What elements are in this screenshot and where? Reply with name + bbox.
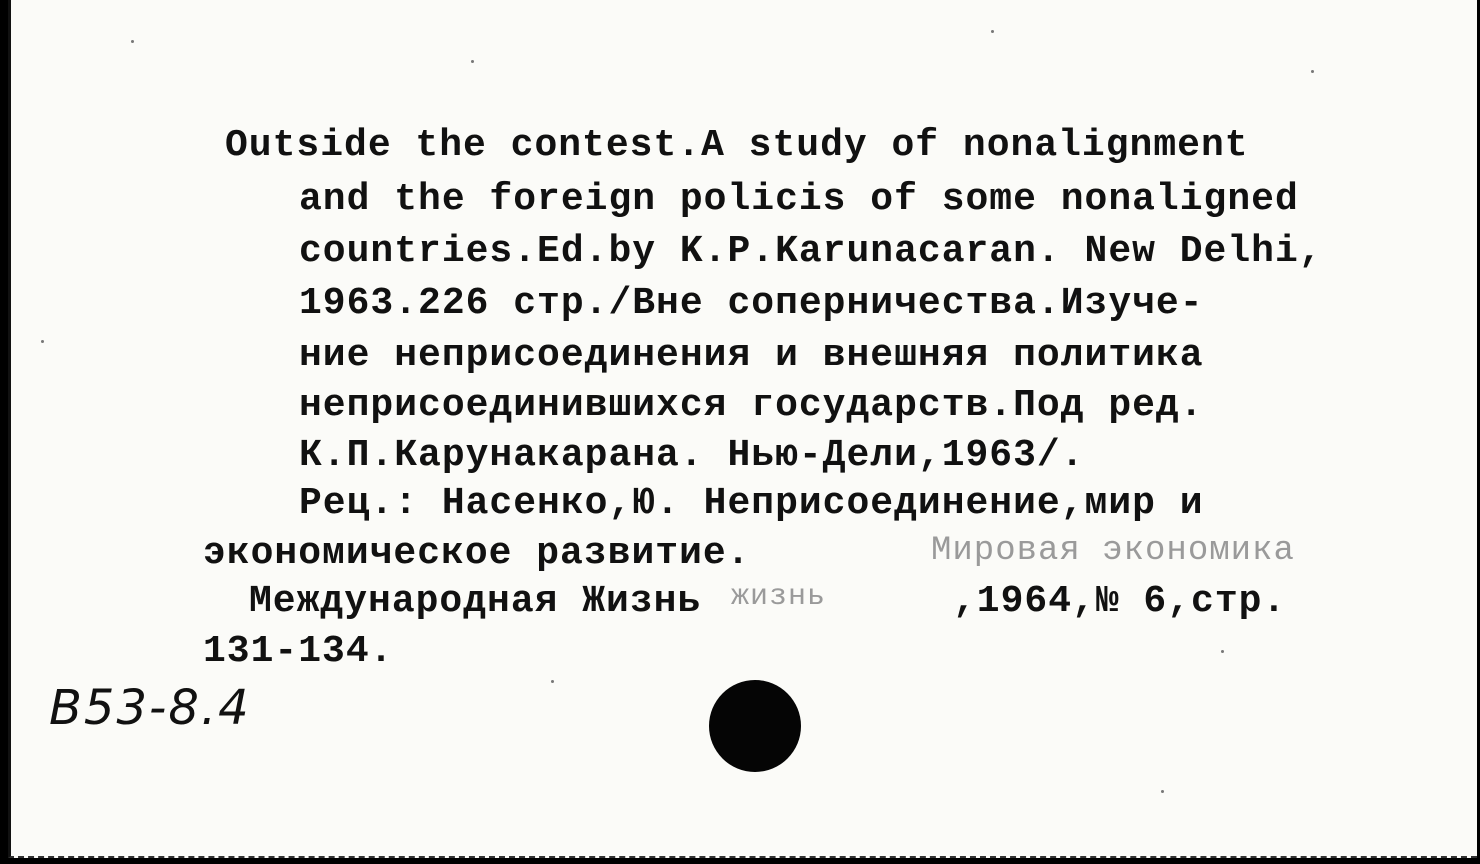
- card-line-7: К.П.Карунакарана. Нью-Дели,1963/.: [299, 434, 1085, 477]
- card-line-9: экономическое развитие.: [203, 532, 751, 575]
- catalog-card: [8, 0, 1477, 858]
- card-line-8: Рец.: Насенко,Ю. Неприсоединение,мир и: [299, 482, 1204, 525]
- card-faint-fragment-1: Мировая экономика: [931, 532, 1295, 570]
- card-line-6: неприсоединившихся государств.Под ред.: [299, 384, 1204, 427]
- speck: [41, 340, 44, 343]
- card-line-5: ние неприсоединения и внешняя политика: [299, 334, 1204, 377]
- card-faint-fragment-2: жизнь: [731, 580, 827, 614]
- card-line-1: Outside the contest.A study of nonalignment: [225, 124, 1249, 167]
- card-line-2: and the foreign policis of some nonaligned: [299, 178, 1299, 221]
- speck: [1161, 790, 1164, 793]
- speck: [991, 30, 994, 33]
- speck: [1311, 70, 1314, 73]
- card-line-11: ,1964,№ 6,стр.: [953, 580, 1287, 623]
- card-line-4: 1963.226 стр./Вне соперничества.Изуче-: [299, 282, 1204, 325]
- speck: [1221, 650, 1224, 653]
- card-line-3: countries.Ed.by K.P.Karunacaran. New Delhi,: [299, 230, 1323, 273]
- punch-hole: [709, 680, 801, 772]
- speck: [131, 40, 134, 43]
- card-line-12: 131-134.: [203, 630, 394, 673]
- speck: [471, 60, 474, 63]
- speck: [551, 680, 554, 683]
- card-line-10: Международная Жизнь: [249, 580, 702, 623]
- call-number-handwritten: B53-8.4: [49, 680, 251, 736]
